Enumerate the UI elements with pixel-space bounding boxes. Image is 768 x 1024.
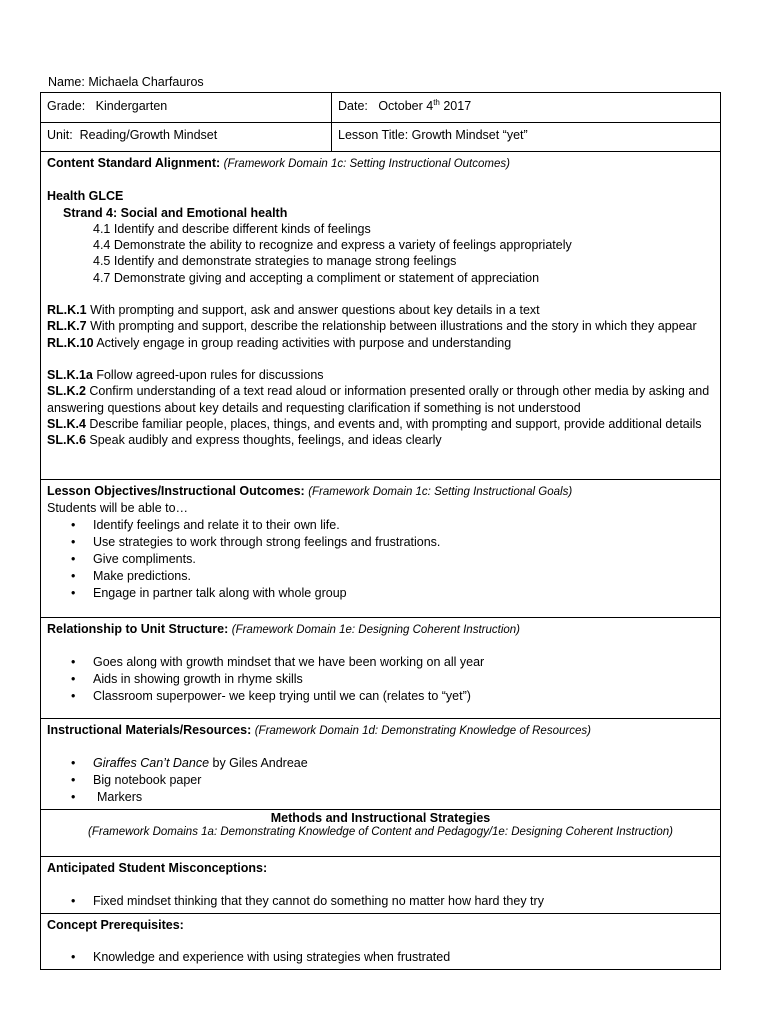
list-item: • Big notebook paper [47,772,714,789]
sl-text: Describe familiar people, places, things, and events and, with prompting and support, provide additional details [85,416,702,431]
grade-date-row [41,93,721,123]
lesson-plan-table [40,92,721,970]
lesson-title-value: Growth Mindset “yet” [411,128,528,142]
list-item: • Use strategies to work through strong feelings and frustrations. [47,534,714,551]
list-item: • Classroom superpower- we keep trying until we can (relates to “yet”) [47,688,714,705]
strand-item: 4.4 Demonstrate the ability to recognize and express a variety of feelings appropriately [93,238,572,253]
content-standard-label: Content Standard Alignment: [47,156,221,170]
content-standard-framework: (Framework Domain 1c: Setting Instructional Outcomes) [223,158,510,170]
sl-standard [47,367,714,383]
unit-value: Reading/Growth Mindset [79,128,218,142]
list-item: • Engage in partner talk along with whole group [47,585,714,602]
strand-item: 4.5 Identify and demonstrate strategies to manage strong feelings [93,254,457,269]
misconceptions-cell [41,857,721,913]
strand-item: 4.1 Identify and describe different kinds of feelings [93,221,371,236]
strand-heading: Strand 4: Social and Emotional health [63,205,288,220]
list-item [47,755,714,772]
prerequisites-cell [41,913,721,969]
grade-cell [41,93,332,123]
sl-standard [47,416,714,432]
materials-list [47,755,714,806]
objectives-row [41,480,721,618]
rl-code: RL.K.7 [47,319,87,334]
rl-standard [47,318,714,334]
relationship-label: Relationship to Unit Structure: [47,622,229,636]
sl-code: SL.K.2 [47,384,86,399]
unit-label: Unit: [47,128,73,142]
list-item: • Give compliments. [47,551,714,568]
sl-text: Confirm understanding of a text read aloud or information presented orally or through other media by asking and answering questions about key details and requesting clarification if something is not understood [47,384,710,415]
sl-code: SL.K.6 [47,433,86,448]
list-item: • Goes along with growth mindset that we have been working on all year [47,654,714,671]
list-item: • Markers [47,789,714,806]
materials-row [41,719,721,810]
grade-value: Kindergarten [95,99,168,113]
rl-code: RL.K.1 [47,303,87,318]
relationship-framework: (Framework Domain 1e: Designing Coherent Instruction) [231,624,520,636]
misconceptions-list [47,893,714,910]
list-item: • Knowledge and experience with using strategies when frustrated [47,949,714,966]
prerequisites-label: Concept Prerequisites: [47,917,184,932]
grade-label: Grade: [47,99,86,113]
materials-label: Instructional Materials/Resources: [47,723,252,737]
book-title: Giraffes Can’t Dance [93,756,210,771]
sl-text: Follow agreed-upon rules for discussions [92,367,324,382]
health-heading: Health GLCE [47,189,124,204]
book-author: by Giles Andreae [209,756,308,771]
materials-cell [41,719,721,810]
rl-text: With prompting and support, ask and answer questions about key details in a text [86,303,540,318]
objectives-label: Lesson Objectives/Instructional Outcomes: [47,484,305,498]
methods-title: Methods and Instructional Strategies [270,811,491,826]
rl-text: With prompting and support, describe the relationship between illustrations and the story in which they appear [86,319,697,334]
date-cell [332,93,721,123]
list-item: • Make predictions. [47,568,714,585]
rl-text: Actively engage in group reading activities with purpose and understanding [93,335,512,350]
sl-code: SL.K.1a [47,367,93,382]
relationship-cell [41,618,721,719]
date-year: 2017 [443,99,472,113]
list-item: • Fixed mindset thinking that they cannot do something no matter how hard they try [47,893,714,910]
content-standard-row [41,152,721,480]
relationship-list [47,654,714,705]
unit-title-row [41,123,721,152]
prerequisites-list [47,949,714,966]
date-suffix: th [433,97,440,107]
list-item: • Aids in showing growth in rhyme skills [47,671,714,688]
sl-code: SL.K.4 [47,416,86,431]
sl-standard [47,383,714,416]
content-standard-cell [41,152,721,480]
date-value: October 4 [378,99,434,113]
objectives-framework: (Framework Domain 1c: Setting Instructional Goals) [308,486,573,498]
rl-code: RL.K.10 [47,335,94,350]
lesson-title-label: Lesson Title: [338,128,409,142]
misconceptions-label: Anticipated Student Misconceptions: [47,861,268,876]
methods-row [41,810,721,857]
lesson-title-cell [332,123,721,152]
methods-cell [41,810,721,857]
objectives-intro: Students will be able to… [47,501,189,516]
rl-standard [47,335,714,351]
sl-text: Speak audibly and express thoughts, feelings, and ideas clearly [85,433,442,448]
methods-framework: (Framework Domains 1a: Demonstrating Knowledge of Content and Pedagogy/1e: Designing Coherent Instruction) [88,826,673,839]
unit-cell [41,123,332,152]
list-item: • Identify feelings and relate it to their own life. [47,517,714,534]
objectives-cell [41,480,721,618]
name-line [48,75,204,89]
date-label: Date: [338,99,368,113]
rl-standard [47,302,714,318]
prerequisites-row [41,913,721,969]
relationship-row [41,618,721,719]
sl-standard [47,432,714,448]
misconceptions-row [41,857,721,913]
materials-framework: (Framework Domain 1d: Demonstrating Knowledge of Resources) [254,725,591,737]
strand-item: 4.7 Demonstrate giving and accepting a compliment or statement of appreciation [93,270,540,285]
name-label: Name: [48,75,85,89]
name-value: Michaela Charfauros [88,75,204,89]
objectives-list [47,517,714,602]
